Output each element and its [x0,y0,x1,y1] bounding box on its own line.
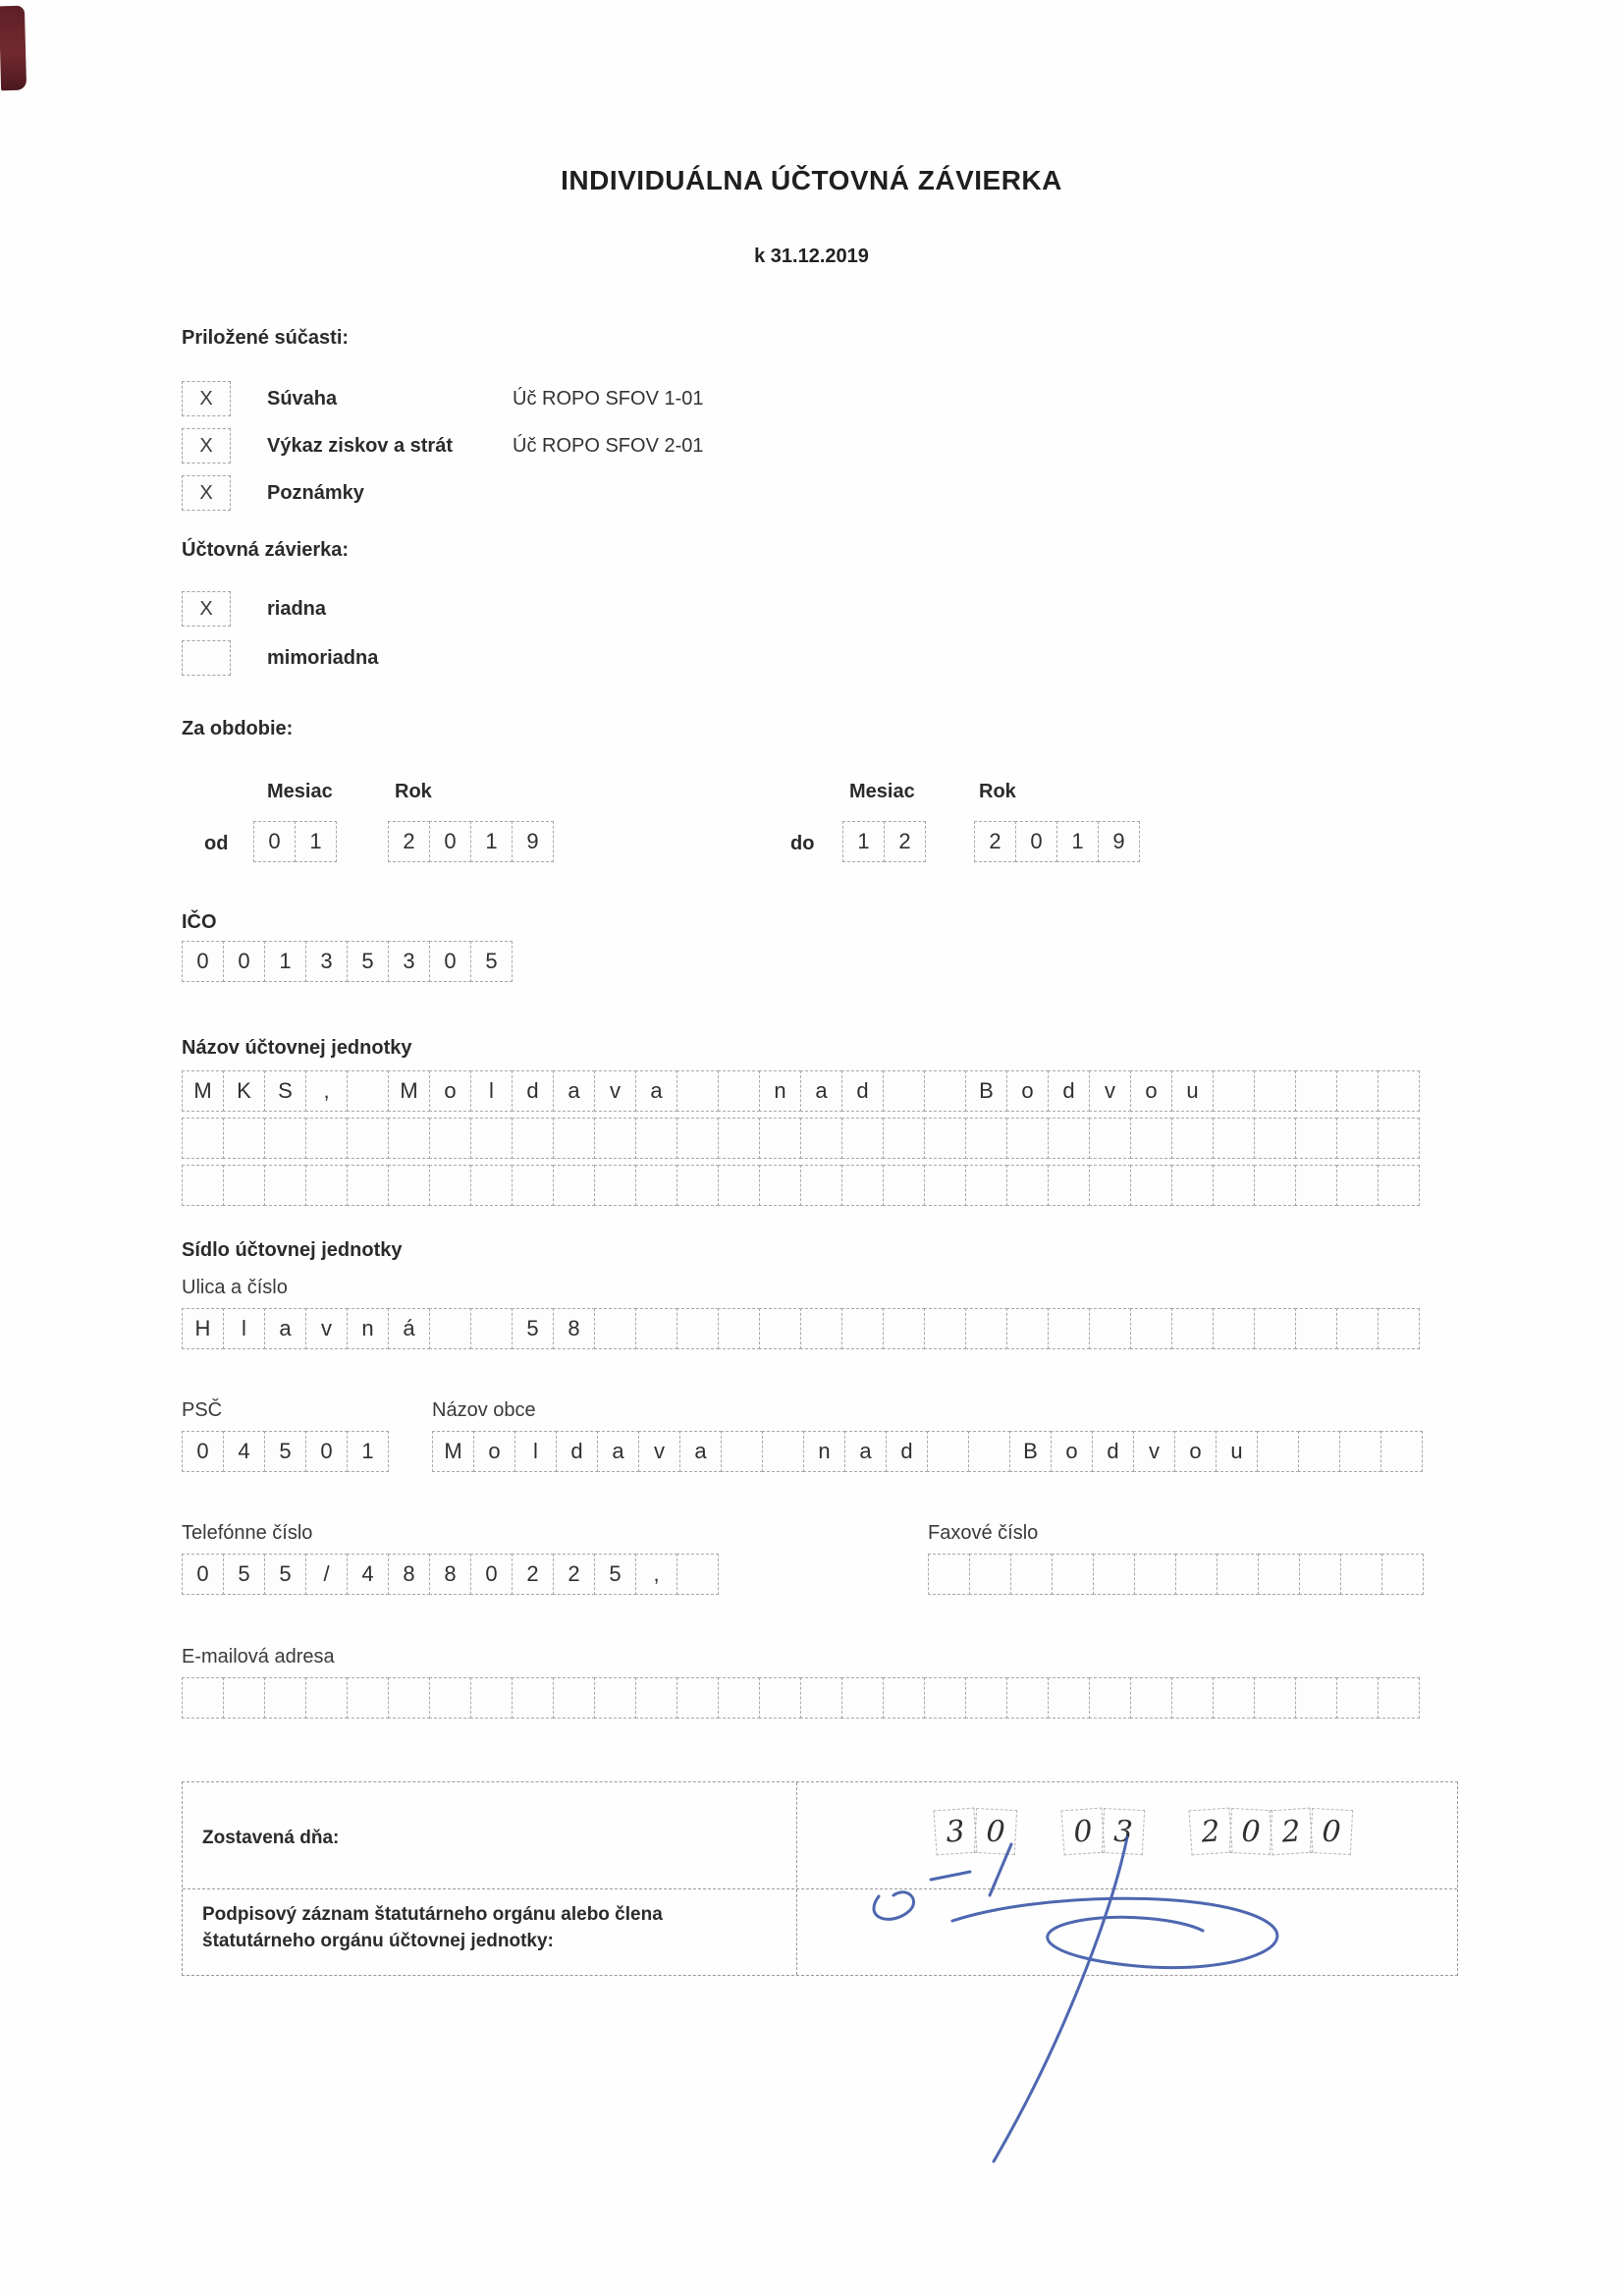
street-grid [182,1308,1420,1349]
char-cell: 2 [974,821,1016,862]
char-cell: 1 [295,821,337,862]
char-cell: á [388,1308,430,1349]
char-cell: H [182,1308,224,1349]
char-cell: a [800,1070,842,1112]
char-cell [347,1118,389,1159]
char-cell [594,1677,636,1719]
char-cell [347,1677,389,1719]
char-cell [1336,1118,1379,1159]
char-cell [924,1677,966,1719]
char-cell: 5 [347,941,389,982]
char-cell: 2 [512,1554,554,1595]
char-cell: / [305,1554,348,1595]
char-cell: 8 [429,1554,471,1595]
char-cell [924,1165,966,1206]
char-cell [470,1308,513,1349]
period-from-month-grid [253,821,337,862]
char-cell: 5 [470,941,513,982]
char-cell [969,1554,1011,1595]
char-cell [1295,1070,1337,1112]
char-cell [1295,1165,1337,1206]
char-cell [800,1308,842,1349]
char-cell: 3 [305,941,348,982]
checkbox-mark: X [199,387,213,410]
char-cell [1089,1677,1131,1719]
checkbox-suvaha [182,381,231,416]
ico-label: IČO [182,911,217,933]
attachment-label: Poznámky [267,481,364,504]
char-cell [512,1677,554,1719]
period-to-month-grid [842,821,926,862]
char-cell [1089,1118,1131,1159]
ico-grid [182,941,513,982]
char-cell: 0 [429,821,471,862]
char-cell [264,1118,306,1159]
char-cell: v [1089,1070,1131,1112]
char-cell [553,1677,595,1719]
char-cell [1048,1677,1090,1719]
char-cell [1048,1165,1090,1206]
char-cell [800,1118,842,1159]
char-cell: 0 [223,941,265,982]
char-cell [841,1118,884,1159]
char-cell: 5 [264,1431,306,1472]
checkbox-mark: X [199,597,213,620]
char-cell [1254,1677,1296,1719]
char-cell [635,1165,677,1206]
char-cell: 5 [223,1554,265,1595]
char-cell: 0 [429,941,471,982]
char-cell [1213,1118,1255,1159]
char-cell: M [388,1070,430,1112]
char-cell: M [432,1431,474,1472]
char-cell: 1 [264,941,306,982]
char-cell [718,1070,760,1112]
char-cell: K [223,1070,265,1112]
char-cell: d [1048,1070,1090,1112]
fax-label: Faxové číslo [928,1522,1039,1544]
char-cell [800,1165,842,1206]
char-cell: o [1174,1431,1217,1472]
char-cell [676,1677,719,1719]
char-cell [762,1431,804,1472]
char-cell: 0 [182,1554,224,1595]
closing-label: riadna [267,597,327,620]
period-to-month-label: Mesiac [849,781,915,802]
char-cell [676,1165,719,1206]
signature-label: Podpisový záznam štatutárneho orgánu alebo člena štatutárneho orgánu účtovnej jednotky: [202,1904,663,1951]
checkbox-poznamky [182,475,231,511]
char-cell: 9 [1098,821,1140,862]
attachment-row-poznamky [182,475,513,511]
char-cell: 0 [1060,1808,1105,1856]
char-cell [721,1431,763,1472]
char-cell: d [1092,1431,1134,1472]
address-heading: Sídlo účtovnej jednotky [182,1239,403,1261]
char-cell [264,1165,306,1206]
char-cell: 0 [305,1431,348,1472]
char-cell [1380,1431,1423,1472]
period-from-year-grid [388,821,554,862]
char-cell [924,1308,966,1349]
char-cell [883,1165,925,1206]
char-cell [1134,1554,1176,1595]
char-cell [470,1677,513,1719]
char-cell [718,1677,760,1719]
char-cell: 2 [388,821,430,862]
char-cell [676,1308,719,1349]
char-cell: a [679,1431,722,1472]
town-grid [432,1431,1423,1472]
entity-name-label: Názov účtovnej jednotky [182,1037,412,1059]
char-cell [759,1165,801,1206]
char-cell: a [264,1308,306,1349]
char-cell [1254,1308,1296,1349]
char-cell [800,1677,842,1719]
char-cell [1339,1431,1381,1472]
char-cell [1048,1308,1090,1349]
period-to-label: do [790,833,815,854]
char-cell: d [556,1431,598,1472]
char-cell: 0 [1015,821,1057,862]
char-cell [1257,1431,1299,1472]
char-cell [676,1554,719,1595]
char-cell [968,1431,1010,1472]
char-cell [1171,1165,1214,1206]
char-cell: 8 [388,1554,430,1595]
char-cell [1006,1118,1049,1159]
char-cell [1052,1554,1094,1595]
period-to-year-grid [974,821,1140,862]
char-cell: u [1171,1070,1214,1112]
char-cell [553,1118,595,1159]
char-cell [1213,1165,1255,1206]
char-cell: 2 [1188,1808,1232,1856]
char-cell: n [347,1308,389,1349]
char-cell: 4 [347,1554,389,1595]
email-grid [182,1677,1420,1719]
char-cell [1006,1165,1049,1206]
char-cell: 0 [974,1808,1017,1855]
char-cell: 2 [1269,1808,1313,1856]
attachment-label: Súvaha [267,387,338,410]
char-cell: a [597,1431,639,1472]
char-cell [1336,1677,1379,1719]
char-cell [512,1165,554,1206]
checkbox-mark: X [199,481,213,504]
closing-label: mimoriadna [267,646,379,669]
char-cell [1006,1308,1049,1349]
char-cell: d [886,1431,928,1472]
attachment-row-suvaha [182,381,704,416]
char-cell: 1 [470,821,513,862]
char-cell [928,1554,970,1595]
char-cell [635,1118,677,1159]
char-cell [965,1118,1007,1159]
char-cell [305,1118,348,1159]
compiled-date-year-grid [1190,1809,1352,1854]
char-cell: 0 [470,1554,513,1595]
char-cell: v [638,1431,680,1472]
char-cell: o [429,1070,471,1112]
char-cell: 0 [182,1431,224,1472]
char-cell [1213,1070,1255,1112]
checkbox-vykaz [182,428,231,464]
fax-grid [928,1554,1424,1595]
char-cell [223,1165,265,1206]
char-cell: n [803,1431,845,1472]
closing-heading: Účtovná závierka: [182,539,350,561]
char-cell [264,1677,306,1719]
char-cell [1378,1308,1420,1349]
char-cell [1298,1431,1340,1472]
char-cell: 5 [512,1308,554,1349]
char-cell: l [223,1308,265,1349]
char-cell: v [305,1308,348,1349]
char-cell [429,1677,471,1719]
char-cell [429,1308,471,1349]
char-cell [883,1308,925,1349]
char-cell: M [182,1070,224,1112]
entity-name-row-2 [182,1118,1420,1159]
char-cell [718,1118,760,1159]
char-cell [512,1118,554,1159]
entity-name-row-1 [182,1070,1420,1112]
char-cell [1089,1165,1131,1206]
char-cell [759,1118,801,1159]
char-cell [429,1165,471,1206]
char-cell: 2 [553,1554,595,1595]
compiled-date-label: Zostavená dňa: [202,1828,340,1848]
entity-name-row-3 [182,1165,1420,1206]
char-cell [182,1677,224,1719]
char-cell: 0 [253,821,296,862]
report-date: k 31.12.2019 [754,246,869,267]
char-cell: o [1006,1070,1049,1112]
char-cell [1130,1677,1172,1719]
char-cell: a [553,1070,595,1112]
char-cell [1295,1677,1337,1719]
char-cell [759,1677,801,1719]
scan-artifact [0,6,27,91]
char-cell [1089,1308,1131,1349]
char-cell [1171,1308,1214,1349]
char-cell [594,1308,636,1349]
char-cell [965,1308,1007,1349]
char-cell [429,1118,471,1159]
street-label: Ulica a číslo [182,1277,288,1298]
psc-label: PSČ [182,1399,223,1421]
char-cell [965,1165,1007,1206]
char-cell [223,1677,265,1719]
char-cell [1010,1554,1053,1595]
char-cell [1295,1308,1337,1349]
char-cell [924,1118,966,1159]
period-to-year-label: Rok [979,781,1016,802]
char-cell: 3 [1102,1808,1145,1855]
char-cell: o [473,1431,515,1472]
char-cell [594,1165,636,1206]
char-cell [470,1118,513,1159]
char-cell [1130,1308,1172,1349]
char-cell [1336,1165,1379,1206]
char-cell [1130,1165,1172,1206]
char-cell [927,1431,969,1472]
char-cell: 0 [182,941,224,982]
char-cell [1006,1677,1049,1719]
char-cell: 8 [553,1308,595,1349]
char-cell [347,1070,389,1112]
char-cell: 3 [388,941,430,982]
char-cell [718,1165,760,1206]
closing-row-riadna [182,591,513,627]
char-cell [1217,1554,1259,1595]
char-cell [841,1165,884,1206]
char-cell [594,1118,636,1159]
char-cell: v [1133,1431,1175,1472]
char-cell [1254,1070,1296,1112]
char-cell [883,1677,925,1719]
char-cell [1340,1554,1382,1595]
compiled-date-day-grid [935,1809,1016,1854]
closing-row-mimoriadna [182,640,513,676]
char-cell: l [470,1070,513,1112]
char-cell: B [965,1070,1007,1112]
email-label: E-mailová adresa [182,1646,335,1667]
attachment-label: Výkaz ziskov a strát [267,434,453,457]
char-cell [388,1677,430,1719]
char-cell [635,1308,677,1349]
char-cell: o [1130,1070,1172,1112]
phone-label: Telefónne číslo [182,1522,313,1544]
char-cell: d [512,1070,554,1112]
char-cell: , [635,1554,677,1595]
char-cell [841,1308,884,1349]
char-cell [1213,1677,1255,1719]
char-cell [1336,1070,1379,1112]
char-cell [883,1070,925,1112]
char-cell [924,1070,966,1112]
char-cell: 2 [884,821,926,862]
char-cell: 4 [223,1431,265,1472]
char-cell: a [635,1070,677,1112]
checkbox-mimoriadna [182,640,231,676]
char-cell: 0 [1310,1808,1353,1855]
char-cell [1254,1118,1296,1159]
char-cell [347,1165,389,1206]
char-cell [1336,1308,1379,1349]
char-cell [1378,1070,1420,1112]
char-cell [1254,1165,1296,1206]
char-cell [841,1677,884,1719]
attachment-row-vykaz [182,428,704,464]
period-heading: Za obdobie: [182,718,294,739]
char-cell [676,1070,719,1112]
char-cell [553,1165,595,1206]
char-cell [676,1118,719,1159]
char-cell: n [759,1070,801,1112]
char-cell: 9 [512,821,554,862]
char-cell [1378,1165,1420,1206]
char-cell [182,1118,224,1159]
char-cell [388,1118,430,1159]
period-from-label: od [204,833,229,854]
footer-table-horizontal-divider [183,1888,1457,1889]
char-cell [883,1118,925,1159]
char-cell [1048,1118,1090,1159]
char-cell: 1 [842,821,885,862]
char-cell: v [594,1070,636,1112]
char-cell [1175,1554,1217,1595]
char-cell [1093,1554,1135,1595]
char-cell: o [1051,1431,1093,1472]
char-cell [388,1165,430,1206]
compiled-date-month-grid [1062,1809,1144,1854]
char-cell [1171,1118,1214,1159]
char-cell: 1 [1056,821,1099,862]
char-cell [182,1165,224,1206]
char-cell: 1 [347,1431,389,1472]
attachment-code: Úč ROPO SFOV 1-01 [513,387,704,410]
char-cell [1299,1554,1341,1595]
char-cell: 0 [1229,1808,1272,1855]
char-cell: l [514,1431,557,1472]
char-cell [470,1165,513,1206]
char-cell [1258,1554,1300,1595]
char-cell [965,1677,1007,1719]
char-cell [1378,1677,1420,1719]
char-cell: 5 [264,1554,306,1595]
psc-grid [182,1431,389,1472]
char-cell: , [305,1070,348,1112]
char-cell: 3 [933,1808,977,1856]
char-cell [223,1118,265,1159]
char-cell: B [1009,1431,1052,1472]
char-cell: u [1216,1431,1258,1472]
period-from-month-label: Mesiac [267,781,333,802]
char-cell [718,1308,760,1349]
char-cell [1213,1308,1255,1349]
phone-grid [182,1554,719,1595]
char-cell [635,1677,677,1719]
char-cell: a [844,1431,887,1472]
town-label: Názov obce [432,1399,536,1421]
char-cell [1381,1554,1424,1595]
char-cell: d [841,1070,884,1112]
char-cell [1295,1118,1337,1159]
char-cell [305,1677,348,1719]
footer-table-vertical-divider [796,1782,797,1975]
char-cell: 5 [594,1554,636,1595]
page-title: INDIVIDUÁLNA ÚČTOVNÁ ZÁVIERKA [561,165,1062,195]
checkbox-riadna [182,591,231,627]
attachments-heading: Priložené súčasti: [182,327,350,349]
char-cell [1130,1118,1172,1159]
char-cell: S [264,1070,306,1112]
checkbox-mark: X [199,434,213,457]
attachment-code: Úč ROPO SFOV 2-01 [513,434,704,457]
char-cell [1378,1118,1420,1159]
char-cell [1171,1677,1214,1719]
char-cell [305,1165,348,1206]
char-cell [759,1308,801,1349]
period-from-year-label: Rok [395,781,432,802]
